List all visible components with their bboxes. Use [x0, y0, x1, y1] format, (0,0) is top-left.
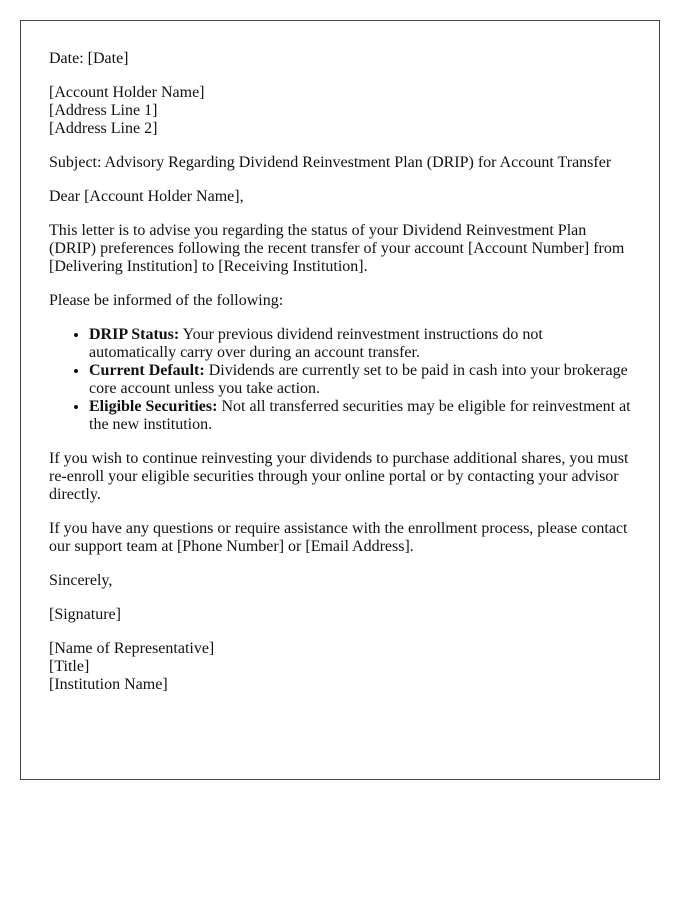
point-text: Dividends are currently set to be paid in cash into your brokerage core account unless you take action. [89, 362, 628, 397]
list-item-drip-status [89, 326, 631, 362]
point-label: Eligible Securities: [89, 398, 218, 415]
list-item-eligible-securities [89, 398, 631, 434]
closing: Sincerely, [49, 572, 113, 589]
sender-block [49, 640, 631, 694]
recipient-name: [Account Holder Name] [49, 84, 205, 101]
signature-placeholder: [Signature] [49, 606, 121, 623]
sender-title: [Title] [49, 658, 90, 675]
sender-name: [Name of Representative] [49, 640, 215, 657]
letter-document [20, 20, 660, 780]
list-item-current-default [89, 362, 631, 398]
action-paragraph: If you wish to continue reinvesting your dividends to purchase additional shares, you must re-enroll your eligible securities through your online portal or by contacting your advisor directly. [49, 450, 629, 503]
date-line: Date: [Date] [49, 50, 129, 67]
intro-paragraph: This letter is to advise you regarding the status of your Dividend Reinvestment Plan (DRIP) preferences following the recent transfer of your account [Account Number] from [Delivering Institution] to [Receiving Institution]. [49, 222, 625, 275]
point-text: Not all transferred securities may be eligible for reinvestment at the new institution. [89, 398, 631, 433]
point-label: Current Default: [89, 362, 205, 379]
info-points-list [49, 326, 631, 434]
point-label: DRIP Status: [89, 326, 180, 343]
contact-paragraph: If you have any questions or require assistance with the enrollment process, please contact our support team at [Phone Number] or [Email Address]. [49, 520, 628, 555]
salutation: Dear [Account Holder Name], [49, 188, 244, 205]
sender-institution: [Institution Name] [49, 676, 168, 693]
recipient-address-line-1: [Address Line 1] [49, 102, 158, 119]
point-text: Your previous dividend reinvestment instructions do not automatically carry over during an account transfer. [89, 326, 543, 361]
subject-line: Subject: Advisory Regarding Dividend Reinvestment Plan (DRIP) for Account Transfer [49, 154, 612, 171]
recipient-address [49, 84, 631, 138]
list-intro: Please be informed of the following: [49, 292, 284, 309]
recipient-address-line-2: [Address Line 2] [49, 120, 158, 137]
